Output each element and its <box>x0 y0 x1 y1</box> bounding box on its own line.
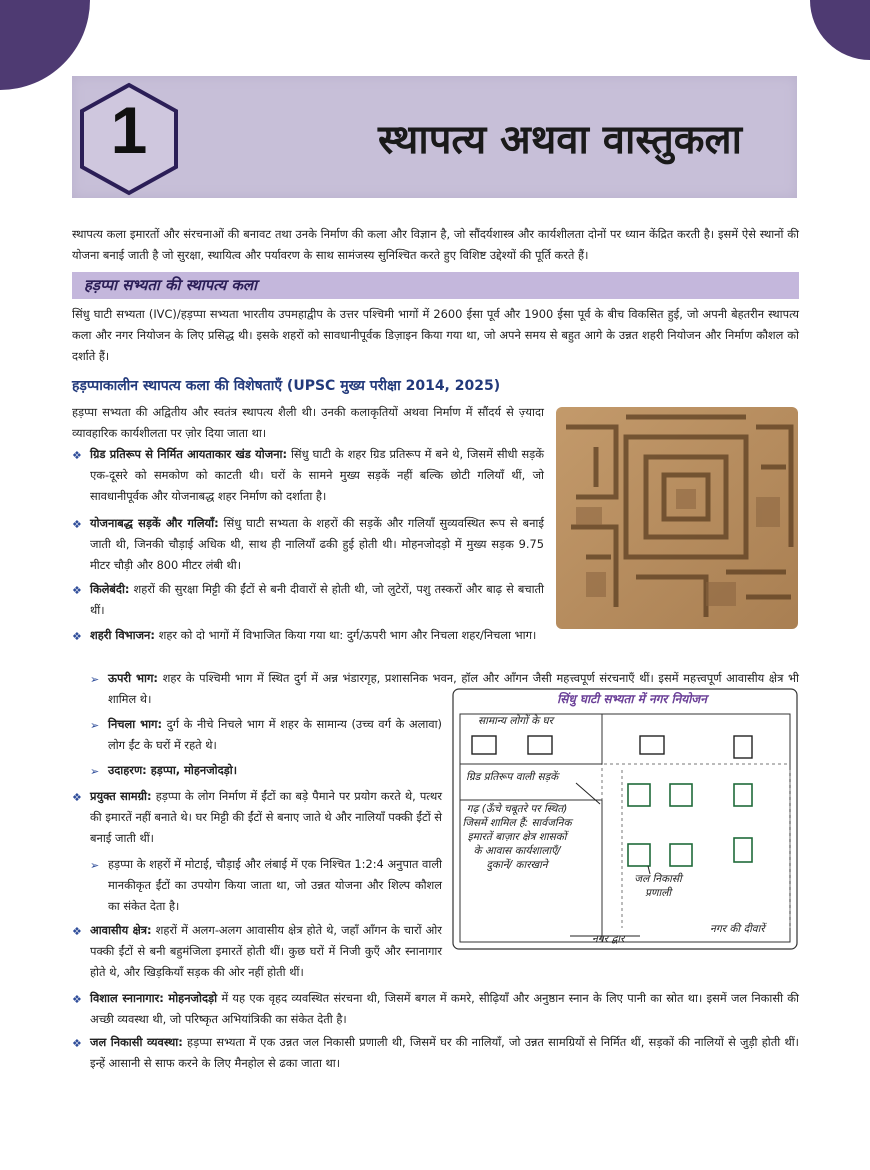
chevron-bullet-icon: ➢ <box>90 859 100 872</box>
diamond-bullet-icon: ❖ <box>72 925 82 938</box>
diamond-bullet-icon: ❖ <box>72 1037 82 1050</box>
chevron-bullet-icon: ➢ <box>90 719 100 732</box>
sub-brick-ratio: हड़प्पा के शहरों में मोटाई, चौड़ाई और लंबाई में एक निश्चित 1:2:4 अनुपात वाली मानकीकृत ईंटों का उपयोग किया जाता था, जो उन्नत योजना और शिल्प कौशल का संकेत देता है। <box>108 857 442 913</box>
feature-fortification <box>90 579 544 621</box>
feature-materials <box>90 786 442 849</box>
intro-paragraph: स्थापत्य कला इमारतों और संरचनाओं की बनावट तथा उनके निर्माण की कला और विज्ञान है, जो सौंदर्यशास्त्र और कार्यशीलता दोनों पर ध्यान केंद्रित करती है। इसमें ऐसे स्थानों की योजना बनाई जाती है जो सुरक्षा, स्थायित्व और पर्यावरण के साथ सामंजस्य सुनिश्चित करते हुए विशिष्ट उद्देश्यों की पूर्ति करते हैं। <box>72 227 799 262</box>
label-city-walls: नगर की दीवारें <box>710 923 765 935</box>
feature-text: सिंधु घाटी सभ्यता के शहरों की सड़कें और गलियाँ सुव्यवस्थित रूप से बनाई जाती थी, जिनकी चौड़ाई अधिक थी, साथ ही नालियाँ ढकी हुई होती थी। मोहनजोदड़ो में मुख्य सड़क 9.75 मीटर चौड़ी और 800 मीटर लंबी थी। <box>90 516 544 572</box>
diamond-bullet-icon: ❖ <box>72 630 82 643</box>
feature-great-bath <box>90 988 799 1030</box>
feature-title: योजनाबद्ध सड़कें और गलियाँ: <box>90 516 219 530</box>
feature-title: किलेबंदी: <box>90 582 130 596</box>
diamond-bullet-icon: ❖ <box>72 993 82 1006</box>
feature-drainage <box>90 1032 799 1074</box>
sub-title: ऊपरी भाग: <box>108 671 158 685</box>
section-title: हड़प्पा सभ्यता की स्थापत्य कला <box>84 276 257 294</box>
section-paragraph: सिंधु घाटी सभ्यता (IVC)/हड़प्पा सभ्यता भारतीय उपमहाद्वीप के उत्तर पश्चिमी भागों में 2600 ईसा पूर्व और 1900 ईसा पूर्व के बीच विकसित हुई, जो अपनी बेहतरीन स्थापत्य कला और नगर नियोजन के लिए प्रसिद्ध थी। इसके शहरों को सावधानीपूर्वक डिज़ाइन किया गया था, जो अपने समय से बहुत आगे के उन्नत शहरी नियोजन और निर्माण कौशल को दर्शाते हैं। <box>72 307 799 363</box>
diamond-bullet-icon: ❖ <box>72 518 82 531</box>
feature-text: हड़प्पा सभ्यता में एक उन्नत जल निकासी प्रणाली थी, जिसमें घर की नालियाँ, जो उन्नत सामग्रियों से निर्मित थीं, सड़कों की नालियों से जुड़ी होती थीं। इन्हें आसानी से साफ करने के लिए मैनहोल से ढका जाता था। <box>90 1035 799 1070</box>
feature-residential <box>90 920 442 983</box>
feature-title: विशाल स्नानागार: मोहनजोदड़ो <box>90 991 218 1005</box>
chapter-number: 1 <box>110 93 148 167</box>
chevron-bullet-icon: ➢ <box>90 765 100 778</box>
feature-title: आवासीय क्षेत्र: <box>90 923 152 937</box>
label-city-gate: नगर द्वार <box>592 933 625 945</box>
sub-text: दुर्ग के नीचे निचले भाग में शहर के सामान्य (उच्च वर्ग के अलावा) लोग ईंट के घरों में रहते थे। <box>108 717 442 752</box>
label-common-houses: सामान्य लोगों के घर <box>478 715 554 727</box>
feature-text: में यह एक वृहद व्यवस्थित संरचना थी, जिसमें बगल में कमरे, सीढ़ियाँ और अनुष्ठान स्नान के लिए पानी का स्रोत था। इसमें जल निकासी की अच्छी व्यवस्था थी, जो परिष्कृत अभियांत्रिकी का संकेत देती है। <box>90 991 799 1026</box>
feature-urban-division <box>90 625 544 646</box>
label-grid-roads: ग्रिड प्रतिरूप वाली सड़कें <box>466 771 559 783</box>
corner-decoration-right <box>810 0 870 60</box>
feature-text: शहर को दो भागों में विभाजित किया गया था: दुर्ग/ऊपरी भाग और निचला शहर/निचला भाग। <box>154 628 537 642</box>
feature-text: हड़प्पा के लोग निर्माण में ईंटों का बड़े पैमाने पर प्रयोग करते थे, पत्थर की इमारतें नहीं बनाते थे। घर मिट्टी की ईंटों से बनाए जाते थे और नालियाँ पक्की ईंटों से बनाई जाती थीं। <box>90 789 442 845</box>
feature-title: प्रयुक्त सामग्री: <box>90 789 152 803</box>
ruins-photo <box>556 407 798 629</box>
chevron-bullet-icon: ➢ <box>90 673 100 686</box>
features-heading: हड़प्पाकालीन स्थापत्य कला की विशेषताएँ (UPSC मुख्य परीक्षा 2014, 2025) <box>72 378 501 394</box>
features-intro: हड़प्पा सभ्यता की अद्वितीय और स्वतंत्र स्थापत्य शैली थी। उनकी कलाकृतियों अथवा निर्माण में सौंदर्य से ज़्यादा व्यावहारिक कार्यशीलता पर ज़ोर दिया जाता था। <box>72 405 544 440</box>
label-drainage: जल निकासी प्रणाली <box>634 873 682 899</box>
diagram-title: सिंधु घाटी सभ्यता में नगर नियोजन <box>557 692 707 706</box>
diamond-bullet-icon: ❖ <box>72 449 82 462</box>
sub-example: उदाहरण: हड़प्पा, मोहनजोदड़ो। <box>108 763 238 777</box>
feature-streets <box>90 513 544 576</box>
feature-text: शहरों में अलग-अलग आवासीय क्षेत्र होते थे, जहाँ आँगन के चारों ओर पक्की ईंटों से बनी बहुमंजिला इमारतें होती थीं। कुछ घरों में निजी कुएँ और स्नानागार होते थे, और खिड़कियाँ सड़क की ओर नहीं होती थीं। <box>90 923 442 979</box>
feature-title: ग्रिड प्रतिरूप से निर्मित आयताकार खंड योजना: <box>90 447 288 461</box>
sub-lower-part <box>108 714 442 756</box>
sub-text: शहर के पश्चिमी भाग में स्थित दुर्ग में अन्न भंडारगृह, प्रशासनिक भवन, हॉल और आँगन जैसी महत्त्वपूर्ण संरचनाएँ थीं। इसमें महत्त्वपूर्ण आवासीय क्षेत्र भी शामिल थे। <box>108 671 799 706</box>
feature-text: शहरों की सुरक्षा मिट्टी की ईंटों से बनी दीवारों से होती थी, जो लुटेरों, पशु तस्करों और बाढ़ से बचाती थीं। <box>90 582 544 617</box>
feature-text: सिंधु घाटी के शहर ग्रिड प्रतिरूप में बने थे, जिसमें सीधी सड़कें एक-दूसरे को समकोण को काटती थी। घरों के सामने मुख्य सड़कें नहीं बल्कि छोटी गलियाँ थीं, जो सावधानीपूर्वक और योजनाबद्ध शहर निर्माण को दर्शाता है। <box>90 447 545 503</box>
diamond-bullet-icon: ❖ <box>72 584 82 597</box>
label-citadel: गढ़ (ऊँचे चबूतरे पर स्थित) जिसमें शामिल हैं: सार्वजनिक इमारतें बाज़ार क्षेत्र शासकों के आवास कार्यशालाएँ/दुकानें/ कारखाने <box>462 803 572 871</box>
diamond-bullet-icon: ❖ <box>72 791 82 804</box>
feature-title: शहरी विभाजन: <box>90 628 155 642</box>
feature-title: जल निकासी व्यवस्था: <box>90 1035 183 1049</box>
chapter-title: स्थापत्य अथवा वास्तुकला <box>378 116 742 163</box>
feature-grid-layout <box>90 444 544 507</box>
sub-title: निचला भाग: <box>108 717 163 731</box>
